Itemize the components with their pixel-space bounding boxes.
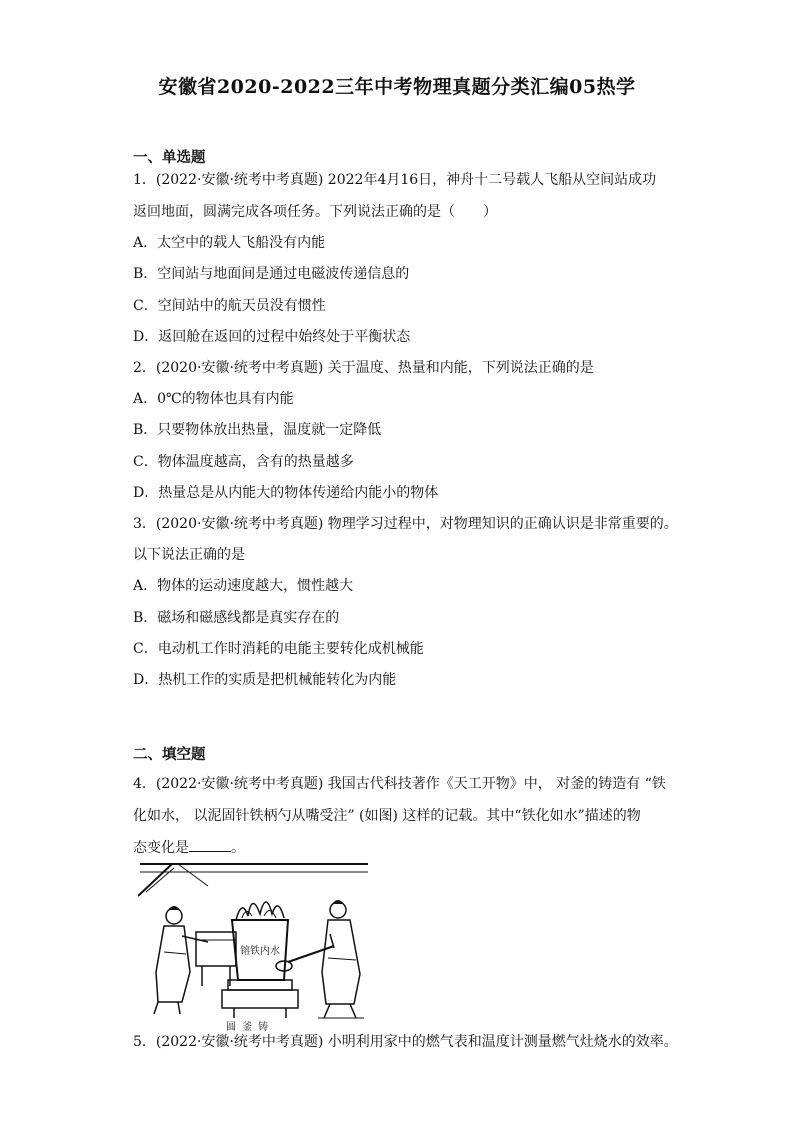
section-heading-single-choice: 一、单选题 xyxy=(133,149,206,166)
question-3-option-b: B．磁场和磁感线都是真实存在的 xyxy=(133,610,340,626)
question-1-option-b: B．空间站与地面间是通过电磁波传递信息的 xyxy=(133,266,410,282)
left-worker-figure xyxy=(154,906,208,1014)
question-2-stem: 2．(2020·安徽·统考中考真题) 关于温度、热量和内能，下列说法正确的是 xyxy=(133,360,594,376)
question-3-stem-line1: 3．(2020·安徽·统考中考真题) 物理学习过程中，对物理知识的正确认识是非常重要的。 xyxy=(133,516,678,532)
furnace-vessel xyxy=(222,902,298,1018)
question-1-option-c: C．空间站中的航天员没有惯性 xyxy=(133,298,326,314)
section-heading-fill-blank: 二、填空题 xyxy=(133,746,206,763)
question-3-stem-line2: 以下说法正确的是 xyxy=(133,547,245,563)
question-4-stem-line3 xyxy=(133,837,245,858)
question-4-stem-line1: 4．(2022·安徽·统考中考真题) 我国古代科技著作《天工开物》中， 对釜的铸造有 “铁 xyxy=(133,776,666,792)
question-4-line3-end: 。 xyxy=(231,840,245,856)
casting-illustration xyxy=(138,862,370,1032)
figure-caption: 圆釜铸 xyxy=(226,1022,274,1032)
question-1-option-d: D．返回舱在返回的过程中始终处于平衡状态 xyxy=(133,329,411,345)
page-title: 安徽省2020-2022三年中考物理真题分类汇编05热学 xyxy=(158,76,636,98)
question-5-stem: 5．(2022·安徽·统考中考真题) 小明利用家中的燃气表和温度计测量燃气灶烧水的效率。 xyxy=(133,1034,678,1050)
question-1-option-a: A．太空中的载人飞船没有内能 xyxy=(133,235,326,251)
vessel-label: 镕铁内水 xyxy=(240,946,280,957)
question-3-option-d: D．热机工作的实质是把机械能转化为内能 xyxy=(133,672,397,688)
question-3-option-a: A．物体的运动速度越大，惯性越大 xyxy=(133,578,354,594)
question-2-option-c: C．物体温度越高，含有的热量越多 xyxy=(133,454,354,470)
right-worker-figure xyxy=(318,900,364,1018)
answer-blank xyxy=(189,837,231,852)
question-3-option-c: C．电动机工作时消耗的电能主要转化成机械能 xyxy=(133,641,424,657)
question-2-option-b: B．只要物体放出热量，温度就一定降低 xyxy=(133,422,382,438)
question-1-stem-line2: 返回地面，圆满完成各项任务。下列说法正确的是（ ） xyxy=(133,204,497,220)
question-1-stem-line1: 1．(2022·安徽·统考中考真题) 2022年4月16日，神舟十二号载人飞船从空间站成功 xyxy=(133,172,657,188)
question-4-stem-line2: 化如水， 以泥固针铁柄勺从嘴受注” (如图) 这样的记载。其中“铁化如水”描述的物 xyxy=(133,808,641,824)
question-2-option-a: A．0℃的物体也具有内能 xyxy=(133,391,294,407)
question-2-option-d: D．热量总是从内能大的物体传递给内能小的物体 xyxy=(133,485,439,501)
question-4-line3-text: 态变化是 xyxy=(133,840,189,856)
